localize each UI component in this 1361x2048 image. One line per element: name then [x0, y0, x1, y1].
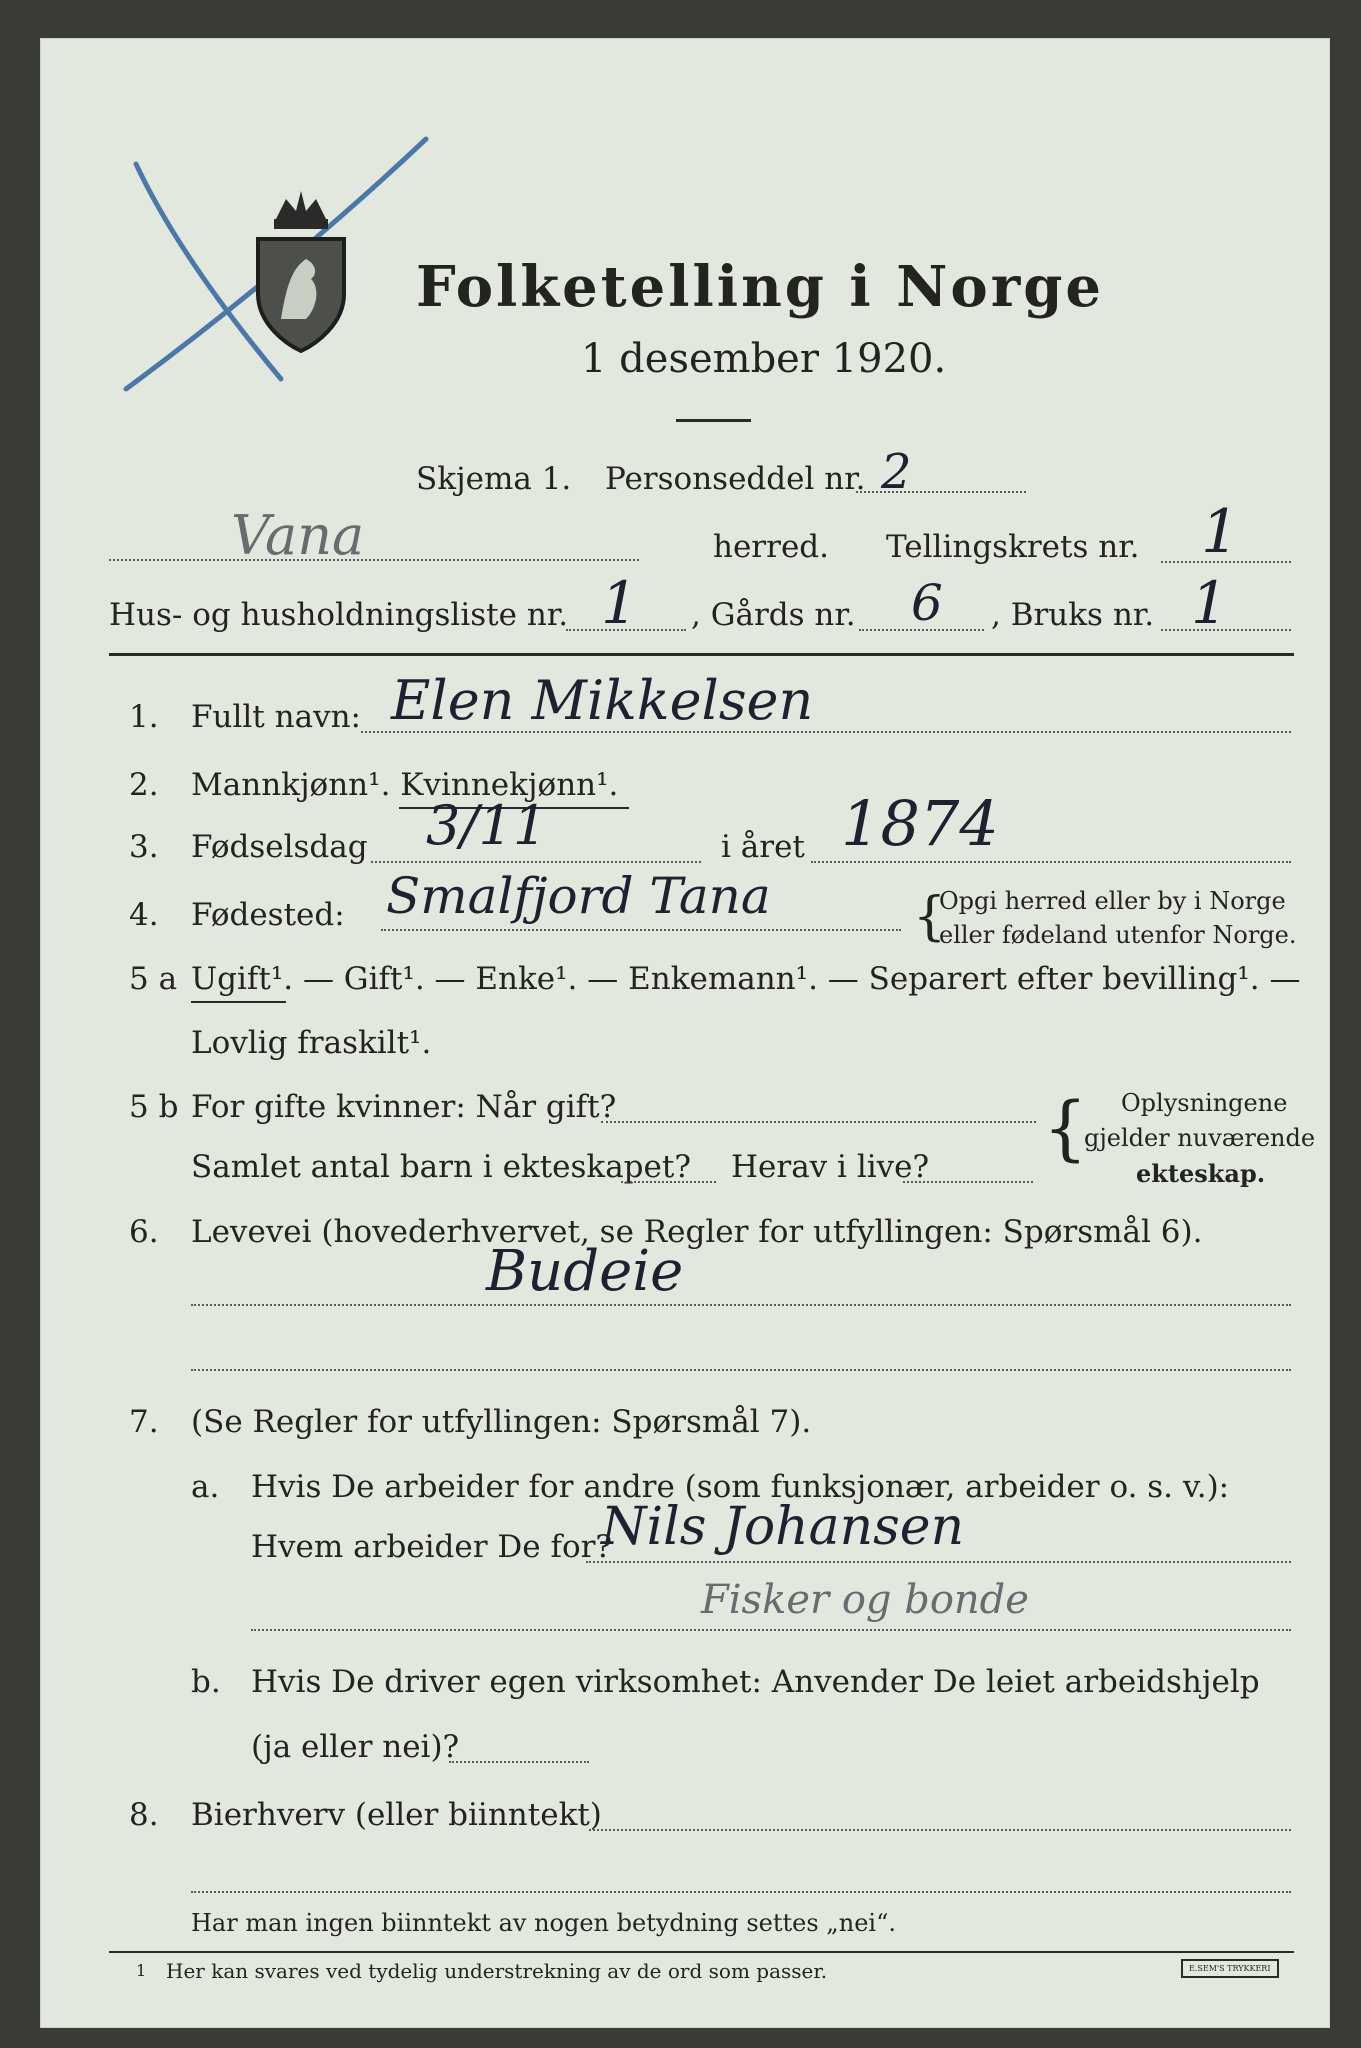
hus-value: 1	[601, 569, 638, 637]
q5b-label-2: Samlet antal barn i ekteskapet?	[191, 1149, 691, 1185]
census-form: Folketelling i Norge 1 desember 1920. Skjema 1. Personseddel nr. 2 Vana herred. Tellingskrets nr. 1 Hus- og husholdningsliste nr. 1 , Gårds nr. 6 , Bruks nr. 1 1. Fullt navn: Elen Mikkelsen 2. Mannkjønn¹. Kvinnekjønn¹. 3. Fødselsdag 3/11 i året 1874 4. Fødested: Smalfjord Tana { Opgi herred eller by i Norge eller fødeland utenfor Norge. 5 a Ugift¹. — Gift¹. — Enke¹. — Enkemann¹. — Separert efter bevilling¹. — Lovlig fraskilt¹. 5 b For gifte kvinner: Når gift? Samlet antal barn i ekteskapet? Herav i live? { Oplysningene gjelder nuværende ekteskap. 6. Levevei (hovederhvervet, se Regler for utfyllingen: Spørsmål 6). Budeie 7. (Se Regler for utfyllingen: Spørsmål 7). a. Hvis De arbeider for andre (som funksjonær, arbeider o. s. v.): Hvem arbeider De for? Nils Johansen Fisker og bonde b. Hvis De driver egen virksomhet: Anvender De leiet arbeidshjelp (ja eller nei)? 8. Bierhverv (eller biinntekt) Har man ingen biinntekt av nogen betydning settes „nei“. 1 Her kan svares ved tydelig understrekning av de ord som passer. E.SEM'S TRYKKERI	[40, 38, 1330, 2028]
herred-label: herred.	[713, 529, 829, 565]
q4-note-1: Opgi herred eller by i Norge	[939, 887, 1286, 915]
q3-year-value: 1874	[841, 787, 999, 860]
q2-label: Mannkjønn¹. Kvinnekjønn¹.	[191, 767, 619, 803]
q4-value: Smalfjord Tana	[386, 867, 771, 925]
municipality-value: Vana	[231, 504, 365, 567]
tellingskrets-value: 1	[1201, 497, 1240, 567]
q7a-value-2: Fisker og bonde	[701, 1577, 1029, 1623]
q5b-label: For gifte kvinner: Når gift?	[191, 1089, 617, 1125]
q5b-label-3: Herav i live?	[731, 1149, 930, 1185]
q3-value: 3/11	[426, 794, 548, 857]
personseddel-value: 2	[881, 444, 912, 500]
bruks-label: , Bruks nr.	[991, 597, 1155, 633]
gards-value: 6	[911, 574, 943, 632]
q3-label: Fødselsdag	[191, 829, 368, 865]
bruks-value: 1	[1191, 569, 1228, 637]
footnote-text: Her kan svares ved tydelig understrekning av de ord som passer.	[166, 1959, 828, 1983]
q7b-label-2: (ja eller nei)?	[251, 1729, 460, 1765]
q5a-label: Ugift¹. — Gift¹. — Enke¹. — Enkemann¹. — Separert efter bevilling¹. —	[191, 961, 1301, 997]
title-divider	[676, 419, 751, 422]
q4-note-2: eller fødeland utenfor Norge.	[939, 921, 1297, 949]
hus-label: Hus- og husholdningsliste nr.	[109, 597, 569, 633]
footer-note: Har man ingen biinntekt av nogen betydning settes „nei“.	[191, 1909, 896, 1937]
q5b-note-2: gjelder nuværende	[1084, 1124, 1316, 1152]
ugift-underline	[191, 1001, 286, 1003]
form-date: 1 desember 1920.	[581, 336, 947, 382]
q3-year-label: i året	[721, 829, 805, 865]
tellingskrets-label: Tellingskrets nr.	[886, 529, 1140, 565]
footnote-mark: 1	[136, 1961, 147, 1980]
q5b-note-3: ekteskap.	[1136, 1159, 1266, 1188]
q1-value: Elen Mikkelsen	[391, 669, 814, 732]
q7a-label-2: Hvem arbeider De for?	[251, 1529, 613, 1565]
printer-stamp: E.SEM'S TRYKKERI	[1181, 1959, 1279, 1978]
q7a-label: Hvis De arbeider for andre (som funksjonær, arbeider o. s. v.):	[251, 1469, 1230, 1505]
q4-label: Fødested:	[191, 897, 345, 933]
q5b-note-1: Oplysningene	[1121, 1089, 1288, 1117]
form-title: Folketelling i Norge	[416, 254, 1105, 320]
q1-label: Fullt navn:	[191, 699, 361, 735]
q4-brace: {	[913, 887, 947, 947]
q5a-label-2: Lovlig fraskilt¹.	[191, 1025, 432, 1061]
skjema-label: Skjema 1.	[416, 461, 572, 497]
q6-value: Budeie	[486, 1239, 684, 1304]
q8-label: Bierhverv (eller biinntekt)	[191, 1797, 602, 1833]
q7a-value: Nils Johansen	[601, 1497, 965, 1557]
q7-label: (Se Regler for utfyllingen: Spørsmål 7).	[191, 1404, 812, 1440]
coat-of-arms-icon	[246, 179, 356, 359]
q7b-label: Hvis De driver egen virksomhet: Anvender De leiet arbeidshjelp	[251, 1664, 1260, 1700]
gards-label: , Gårds nr.	[691, 597, 856, 633]
personseddel-label: Personseddel nr.	[605, 461, 866, 497]
q6-label: Levevei (hovederhvervet, se Regler for utfyllingen: Spørsmål 6).	[191, 1214, 1203, 1250]
header-rule	[109, 653, 1294, 656]
